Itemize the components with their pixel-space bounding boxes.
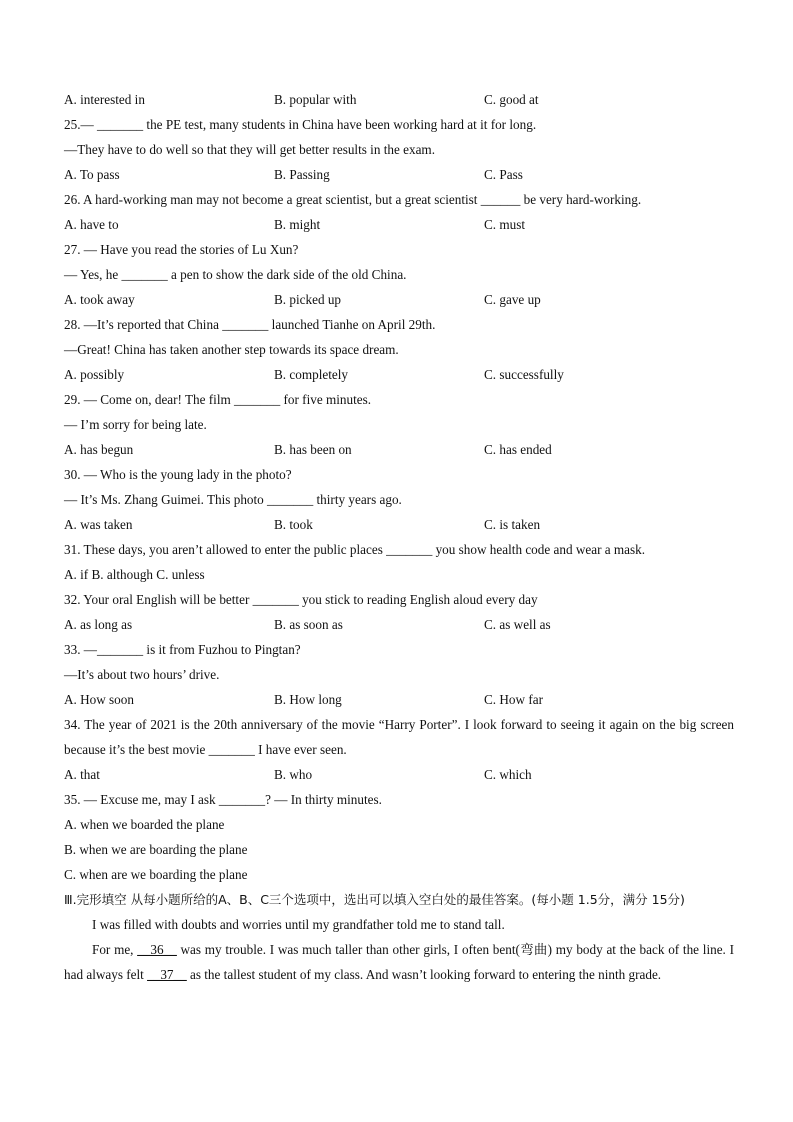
question-line: — Yes, he _______ a pen to show the dark side of the old China. (64, 267, 407, 282)
question-content (64, 87, 734, 987)
option: B. might (274, 217, 321, 232)
section-3-heading: Ⅲ.完形填空 从每小题所给的A、B、C三个选项中，选出可以填入空白处的最佳答案。(每小题 1.5分，满分 15分) (64, 892, 685, 907)
passage-paragraph-1: I was filled with doubts and worries until my grandfather told me to stand tall. (92, 917, 505, 932)
options-row (64, 287, 734, 312)
question-line: 26. A hard-working man may not become a great scientist, but a great scientist ______ be very hard-working. (64, 192, 642, 207)
option: C. which (484, 767, 532, 782)
option: A. To pass (64, 167, 120, 182)
passage-text: was my trouble. I was much taller than other girls, I often bent(弯曲) my body at the back of the line. I had always felt (64, 942, 734, 982)
options-row (64, 212, 734, 237)
option: C. is taken (484, 517, 541, 532)
question-line: 31. These days, you aren’t allowed to enter the public places _______ you show health code and wear a mask. (64, 542, 646, 557)
option: C. as well as (484, 617, 551, 632)
option: B. as soon as (274, 617, 343, 632)
question-35 (64, 787, 734, 887)
question-line: —It’s about two hours’ drive. (64, 667, 220, 682)
option: A. interested in (64, 92, 145, 107)
option: B. took (274, 517, 313, 532)
option: B. who (274, 767, 313, 782)
option: B. when we are boarding the plane (64, 842, 248, 857)
question-line: 32. Your oral English will be better _______ you stick to reading English aloud every day (64, 592, 538, 607)
options-row (64, 687, 734, 712)
options-row (64, 87, 734, 112)
option: B. How long (274, 692, 342, 707)
option: B. popular with (274, 92, 357, 107)
option: B. Passing (274, 167, 330, 182)
question-line: — It’s Ms. Zhang Guimei. This photo _______ thirty years ago. (64, 492, 402, 507)
options-row (64, 437, 734, 462)
option: C. must (484, 217, 526, 232)
question-line: 28. —It’s reported that China _______ launched Tianhe on April 29th. (64, 317, 436, 332)
option: C. has ended (484, 442, 552, 457)
blank-37: __37__ (147, 967, 187, 982)
question-line: A. if B. although C. unless (64, 567, 205, 582)
options-row (64, 362, 734, 387)
options-row (64, 612, 734, 637)
option: C. Pass (484, 167, 523, 182)
option: C. How far (484, 692, 543, 707)
question-34-options (64, 762, 734, 787)
question-line: —They have to do well so that they will get better results in the exam. (64, 142, 435, 157)
question-lines (64, 87, 734, 712)
question-35-text: 35. — Excuse me, may I ask _______? — In thirty minutes. (64, 792, 382, 807)
question-line: 27. — Have you read the stories of Lu Xun? (64, 242, 299, 257)
option: A. have to (64, 217, 119, 232)
blank-36: __36__ (137, 942, 177, 957)
option: A. How soon (64, 692, 134, 707)
option: C. gave up (484, 292, 541, 307)
passage-paragraph-2 (64, 937, 734, 987)
option: A. has begun (64, 442, 134, 457)
option: C. when are we boarding the plane (64, 867, 248, 882)
question-line: 33. —_______ is it from Fuzhou to Pingtan? (64, 642, 301, 657)
option: A. was taken (64, 517, 133, 532)
option: C. good at (484, 92, 539, 107)
question-line: 29. — Come on, dear! The film _______ for five minutes. (64, 392, 372, 407)
passage-text: as the tallest student of my class. And wasn’t looking forward to entering the ninth grade. (186, 967, 662, 982)
options-row (64, 162, 734, 187)
option: B. completely (274, 367, 348, 382)
question-line: 25.— _______ the PE test, many students in China have been working hard at it for long. (64, 117, 537, 132)
question-34 (64, 712, 734, 787)
options-row (64, 512, 734, 537)
question-line: — I’m sorry for being late. (64, 417, 207, 432)
option: B. picked up (274, 292, 342, 307)
option: B. has been on (274, 442, 352, 457)
option: A. as long as (64, 617, 133, 632)
option: C. successfully (484, 367, 564, 382)
option: A. when we boarded the plane (64, 817, 225, 832)
question-34-text: 34. The year of 2021 is the 20th anniversary of the movie “Harry Porter”. I look forward to seeing it again on the big screen because it’s the best movie _______ I have ever seen. (64, 717, 734, 757)
option: A. possibly (64, 367, 125, 382)
option: A. that (64, 767, 100, 782)
option: A. took away (64, 292, 135, 307)
passage-text: For me, (92, 942, 138, 957)
question-line: —Great! China has taken another step towards its space dream. (64, 342, 399, 357)
question-line: 30. — Who is the young lady in the photo? (64, 467, 292, 482)
